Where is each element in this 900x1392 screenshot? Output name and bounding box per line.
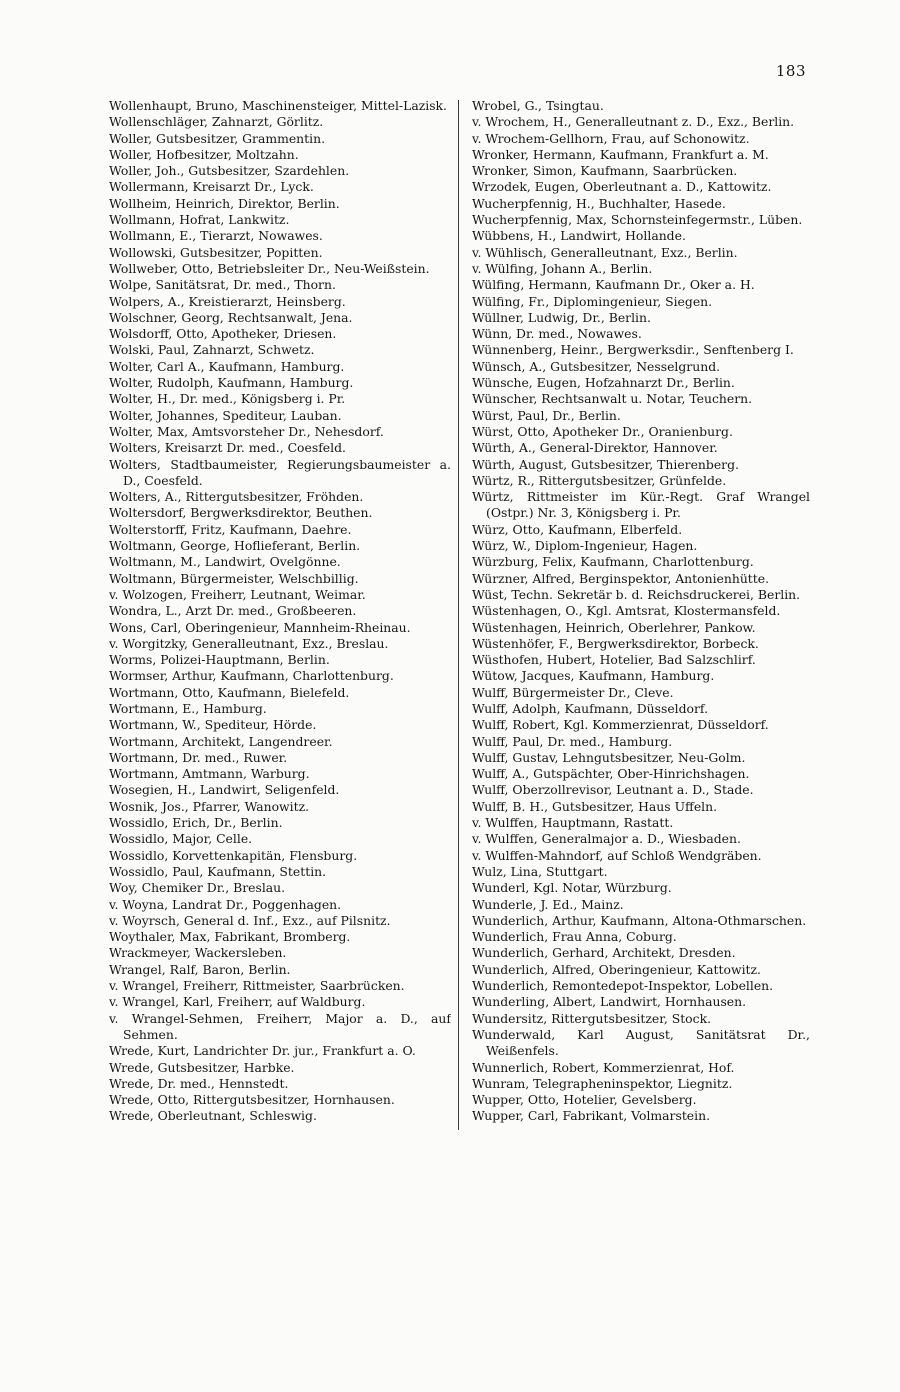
directory-entry: Wortmann, W., Spediteur, Hörde. bbox=[109, 717, 317, 733]
directory-entry: Wulz, Lina, Stuttgart. bbox=[472, 863, 608, 879]
directory-entry: Wüstenhöfer, F., Bergwerksdirektor, Borbeck. bbox=[472, 635, 759, 651]
directory-entry: Würst, Paul, Dr., Berlin. bbox=[472, 407, 621, 423]
directory-entry: Wüst, Techn. Sekretär b. d. Reichsdruckerei, Berlin. bbox=[472, 586, 801, 602]
directory-entry: Wollmann, Hofrat, Lankwitz. bbox=[109, 212, 290, 228]
directory-entry: Wolter, H., Dr. med., Königsberg i. Pr. bbox=[109, 391, 346, 407]
directory-entry: Wülfing, Hermann, Kaufmann Dr., Oker a. H. bbox=[472, 277, 755, 293]
directory-entry: v. Woyrsch, General d. Inf., Exz., auf Pilsnitz. bbox=[109, 912, 391, 928]
directory-entry: Wüstenhagen, O., Kgl. Amtsrat, Klostermansfeld. bbox=[472, 603, 781, 619]
directory-entry: v. Wrangel, Karl, Freiherr, auf Waldburg. bbox=[109, 994, 366, 1010]
directory-entry: Wunderlich, Alfred, Oberingenieur, Kattowitz. bbox=[472, 961, 761, 977]
directory-entry: Woltmann, M., Landwirt, Ovelgönne. bbox=[109, 554, 341, 570]
left-column bbox=[109, 98, 451, 1125]
directory-entry: Wosnik, Jos., Pfarrer, Wanowitz. bbox=[109, 798, 310, 814]
directory-entry: v. Wrochem, H., Generalleutnant z. D., Exz., Berlin. bbox=[472, 114, 795, 130]
directory-entry: Wrzodek, Eugen, Oberleutnant a. D., Kattowitz. bbox=[472, 179, 772, 195]
directory-entry: Wüsthofen, Hubert, Hotelier, Bad Salzschlirf. bbox=[472, 652, 756, 668]
directory-entry: Wulff, Oberzollrevisor, Leutnant a. D., Stade. bbox=[472, 782, 754, 798]
directory-entry: Wossidlo, Paul, Kaufmann, Stettin. bbox=[109, 863, 327, 879]
directory-entry: Wormser, Arthur, Kaufmann, Charlottenburg. bbox=[109, 668, 394, 684]
directory-entry: Wortmann, Architekt, Langendreer. bbox=[109, 733, 333, 749]
directory-entry: Wrobel, G., Tsingtau. bbox=[472, 98, 604, 113]
directory-entry: v. Wolzogen, Freiherr, Leutnant, Weimar. bbox=[109, 586, 366, 602]
directory-entry: Wucherpfennig, Max, Schornsteinfegermstr., Lüben. bbox=[472, 212, 803, 228]
directory-entry: Wollweber, Otto, Betriebsleiter Dr., Neu-Weißstein. bbox=[109, 260, 430, 276]
directory-entry: Woller, Gutsbesitzer, Grammentin. bbox=[109, 130, 326, 146]
directory-entry: Wunderle, J. Ed., Mainz. bbox=[472, 896, 624, 912]
right-column bbox=[472, 98, 810, 1125]
directory-entry: Würtz, Rittmeister im Kür.-Regt. Graf Wrangel (Ostpr.) Nr. 3, Königsberg i. Pr. bbox=[472, 489, 810, 521]
directory-entry: Wollowski, Gutsbesitzer, Popitten. bbox=[109, 244, 323, 260]
directory-entry: Wunderlich, Frau Anna, Coburg. bbox=[472, 929, 677, 945]
directory-entry: v. Wülfing, Johann A., Berlin. bbox=[472, 260, 653, 276]
directory-entry: Wons, Carl, Oberingenieur, Mannheim-Rheinau. bbox=[109, 619, 411, 635]
directory-entry: Wunderwald, Karl August, Sanitätsrat Dr., Weißenfels. bbox=[472, 1026, 810, 1059]
directory-entry: Wunram, Telegrapheninspektor, Liegnitz. bbox=[472, 1075, 733, 1091]
directory-entry: v. Wrochem-Gellhorn, Frau, auf Schonowitz. bbox=[472, 130, 750, 146]
directory-entry: Wolter, Max, Amtsvorsteher Dr., Nehesdorf. bbox=[109, 423, 384, 439]
directory-entry: Wulff, A., Gutspächter, Ober-Hinrichshagen. bbox=[472, 766, 750, 782]
directory-entry: Würtz, R., Rittergutsbesitzer, Grünfelde. bbox=[472, 472, 727, 488]
directory-entry: Wrede, Otto, Rittergutsbesitzer, Hornhausen. bbox=[109, 1092, 395, 1108]
directory-entry: Würth, August, Gutsbesitzer, Thierenberg. bbox=[472, 456, 739, 472]
directory-entry: Wunderl, Kgl. Notar, Würzburg. bbox=[472, 880, 672, 896]
directory-entry: Wolterstorff, Fritz, Kaufmann, Daehre. bbox=[109, 521, 352, 537]
directory-entry: Wunnerlich, Robert, Kommerzienrat, Hof. bbox=[472, 1059, 735, 1075]
directory-entry: Wosegien, H., Landwirt, Seligenfeld. bbox=[109, 782, 340, 798]
directory-entry: Woltmann, Bürgermeister, Welschbillig. bbox=[109, 570, 359, 586]
directory-entry: Wollheim, Heinrich, Direktor, Berlin. bbox=[109, 195, 340, 211]
directory-entry: Wulff, Gustav, Lehngutsbesitzer, Neu-Golm. bbox=[472, 749, 746, 765]
directory-entry: Wulff, Paul, Dr. med., Hamburg. bbox=[472, 733, 673, 749]
directory-entry: Wossidlo, Korvettenkapitän, Flensburg. bbox=[109, 847, 358, 863]
directory-entry: Woller, Joh., Gutsbesitzer, Szardehlen. bbox=[109, 163, 350, 179]
page-number: 183 bbox=[775, 62, 806, 80]
directory-entry: Wolschner, Georg, Rechtsanwalt, Jena. bbox=[109, 309, 353, 325]
directory-entry: Wülfing, Fr., Diplomingenieur, Siegen. bbox=[472, 293, 713, 309]
directory-entry: Woller, Hofbesitzer, Moltzahn. bbox=[109, 146, 299, 162]
directory-entry: Wolters, Stadtbaumeister, Regierungsbaumeister a. D., Coesfeld. bbox=[109, 456, 451, 488]
directory-entry: Wunderlich, Arthur, Kaufmann, Altona-Othmarschen. bbox=[472, 912, 807, 928]
directory-entry: Wulff, Adolph, Kaufmann, Düsseldorf. bbox=[472, 700, 709, 716]
directory-entry: Wolpers, A., Kreistierarzt, Heinsberg. bbox=[109, 293, 346, 309]
directory-entry: Woltmann, George, Hoflieferant, Berlin. bbox=[109, 538, 361, 554]
directory-entry: Wulff, Robert, Kgl. Kommerzienrat, Düsseldorf. bbox=[472, 717, 769, 733]
directory-entry: Wübbens, H., Landwirt, Hollande. bbox=[472, 228, 686, 244]
directory-entry: v. Wulffen-Mahndorf, auf Schloß Wendgräben. bbox=[472, 847, 762, 863]
directory-entry: v. Worgitzky, Generalleutnant, Exz., Breslau. bbox=[109, 635, 389, 651]
directory-entry: Würz, Otto, Kaufmann, Elberfeld. bbox=[472, 521, 683, 537]
directory-entry: v. Wühlisch, Generalleutnant, Exz., Berlin. bbox=[472, 244, 738, 260]
directory-entry: Wrangel, Ralf, Baron, Berlin. bbox=[109, 961, 291, 977]
directory-entry: Wortmann, E., Hamburg. bbox=[109, 700, 267, 716]
directory-entry: Wronker, Simon, Kaufmann, Saarbrücken. bbox=[472, 163, 738, 179]
directory-entry: Wünsch, A., Gutsbesitzer, Nesselgrund. bbox=[472, 358, 721, 374]
directory-entry: Würth, A., General-Direktor, Hannover. bbox=[472, 440, 718, 456]
directory-entry: v. Wrangel-Sehmen, Freiherr, Major a. D., auf Sehmen. bbox=[109, 1010, 451, 1042]
directory-entry: Wolpe, Sanitätsrat, Dr. med., Thorn. bbox=[109, 277, 336, 293]
directory-entry: Wunderling, Albert, Landwirt, Hornhausen. bbox=[472, 994, 747, 1010]
directory-entry: Wolter, Carl A., Kaufmann, Hamburg. bbox=[109, 358, 345, 374]
directory-entry: Wrede, Gutsbesitzer, Harbke. bbox=[109, 1059, 295, 1075]
directory-entry: Wünscher, Rechtsanwalt u. Notar, Teuchern. bbox=[472, 391, 753, 407]
directory-entry: Wrackmeyer, Wackersleben. bbox=[109, 945, 287, 961]
directory-entry: Würzburg, Felix, Kaufmann, Charlottenburg. bbox=[472, 554, 754, 570]
directory-entry: Wolter, Johannes, Spediteur, Lauban. bbox=[109, 407, 342, 423]
directory-entry: Wünsche, Eugen, Hofzahnarzt Dr., Berlin. bbox=[472, 375, 735, 391]
directory-entry: Wucherpfennig, H., Buchhalter, Hasede. bbox=[472, 195, 726, 211]
directory-entry: Wulff, Bürgermeister Dr., Cleve. bbox=[472, 684, 674, 700]
directory-entry: v. Wulffen, Hauptmann, Rastatt. bbox=[472, 815, 674, 831]
directory-entry: Wundersitz, Rittergutsbesitzer, Stock. bbox=[472, 1010, 712, 1026]
directory-entry: Wolters, A., Rittergutsbesitzer, Fröhden. bbox=[109, 489, 364, 505]
directory-entry: Wunderlich, Remontedepot-Inspektor, Lobellen. bbox=[472, 978, 774, 994]
directory-entry: Wollenschläger, Zahnarzt, Görlitz. bbox=[109, 114, 324, 130]
directory-entry: Wulff, B. H., Gutsbesitzer, Haus Uffeln. bbox=[472, 798, 718, 814]
directory-entry: Wortmann, Dr. med., Ruwer. bbox=[109, 749, 288, 765]
directory-entry: Worms, Polizei-Hauptmann, Berlin. bbox=[109, 652, 330, 668]
directory-entry: Wortmann, Amtmann, Warburg. bbox=[109, 766, 310, 782]
directory-entry: Wrede, Dr. med., Hennstedt. bbox=[109, 1075, 289, 1091]
directory-entry: Wossidlo, Major, Celle. bbox=[109, 831, 253, 847]
column-divider bbox=[458, 100, 459, 1130]
directory-entry: Wüstenhagen, Heinrich, Oberlehrer, Pankow. bbox=[472, 619, 756, 635]
directory-entry: Würst, Otto, Apotheker Dr., Oranienburg. bbox=[472, 423, 733, 439]
directory-entry: Woy, Chemiker Dr., Breslau. bbox=[109, 880, 286, 896]
directory-entry: Würzner, Alfred, Berginspektor, Antonienhütte. bbox=[472, 570, 770, 586]
directory-entry: Wollmann, E., Tierarzt, Nowawes. bbox=[109, 228, 323, 244]
directory-entry: Wunderlich, Gerhard, Architekt, Dresden. bbox=[472, 945, 736, 961]
directory-entry: Wünn, Dr. med., Nowawes. bbox=[472, 326, 642, 342]
directory-entry: Wolsdorff, Otto, Apotheker, Driesen. bbox=[109, 326, 337, 342]
directory-entry: v. Wrangel, Freiherr, Rittmeister, Saarbrücken. bbox=[109, 978, 405, 994]
directory-entry: Wünnenberg, Heinr., Bergwerksdir., Senftenberg I. bbox=[472, 342, 794, 358]
directory-entry: Wupper, Otto, Hotelier, Gevelsberg. bbox=[472, 1092, 697, 1108]
directory-entry: Wondra, L., Arzt Dr. med., Großbeeren. bbox=[109, 603, 357, 619]
directory-entry: Wrede, Oberleutnant, Schleswig. bbox=[109, 1108, 317, 1124]
directory-entry: Wossidlo, Erich, Dr., Berlin. bbox=[109, 815, 283, 831]
directory-entry: Wolter, Rudolph, Kaufmann, Hamburg. bbox=[109, 375, 354, 391]
directory-entry: Wortmann, Otto, Kaufmann, Bielefeld. bbox=[109, 684, 350, 700]
directory-entry: Wolski, Paul, Zahnarzt, Schwetz. bbox=[109, 342, 315, 358]
directory-entry: Woythaler, Max, Fabrikant, Bromberg. bbox=[109, 929, 351, 945]
directory-entry: Wrede, Kurt, Landrichter Dr. jur., Frankfurt a. O. bbox=[109, 1043, 416, 1059]
directory-entry: Würz, W., Diplom-Ingenieur, Hagen. bbox=[472, 538, 698, 554]
directory-entry: Wollenhaupt, Bruno, Maschinensteiger, Mittel-Lazisk. bbox=[109, 98, 448, 113]
directory-entry: Wüllner, Ludwig, Dr., Berlin. bbox=[472, 309, 651, 325]
directory-entry: v. Woyna, Landrat Dr., Poggenhagen. bbox=[109, 896, 342, 912]
directory-entry: Wupper, Carl, Fabrikant, Volmarstein. bbox=[472, 1108, 711, 1124]
directory-entry: Wollermann, Kreisarzt Dr., Lyck. bbox=[109, 179, 314, 195]
directory-entry: Wütow, Jacques, Kaufmann, Hamburg. bbox=[472, 668, 715, 684]
directory-entry: Woltersdorf, Bergwerksdirektor, Beuthen. bbox=[109, 505, 373, 521]
directory-entry: v. Wulffen, Generalmajor a. D., Wiesbaden. bbox=[472, 831, 741, 847]
directory-entry: Wronker, Hermann, Kaufmann, Frankfurt a. M. bbox=[472, 146, 769, 162]
directory-entry: Wolters, Kreisarzt Dr. med., Coesfeld. bbox=[109, 440, 346, 456]
